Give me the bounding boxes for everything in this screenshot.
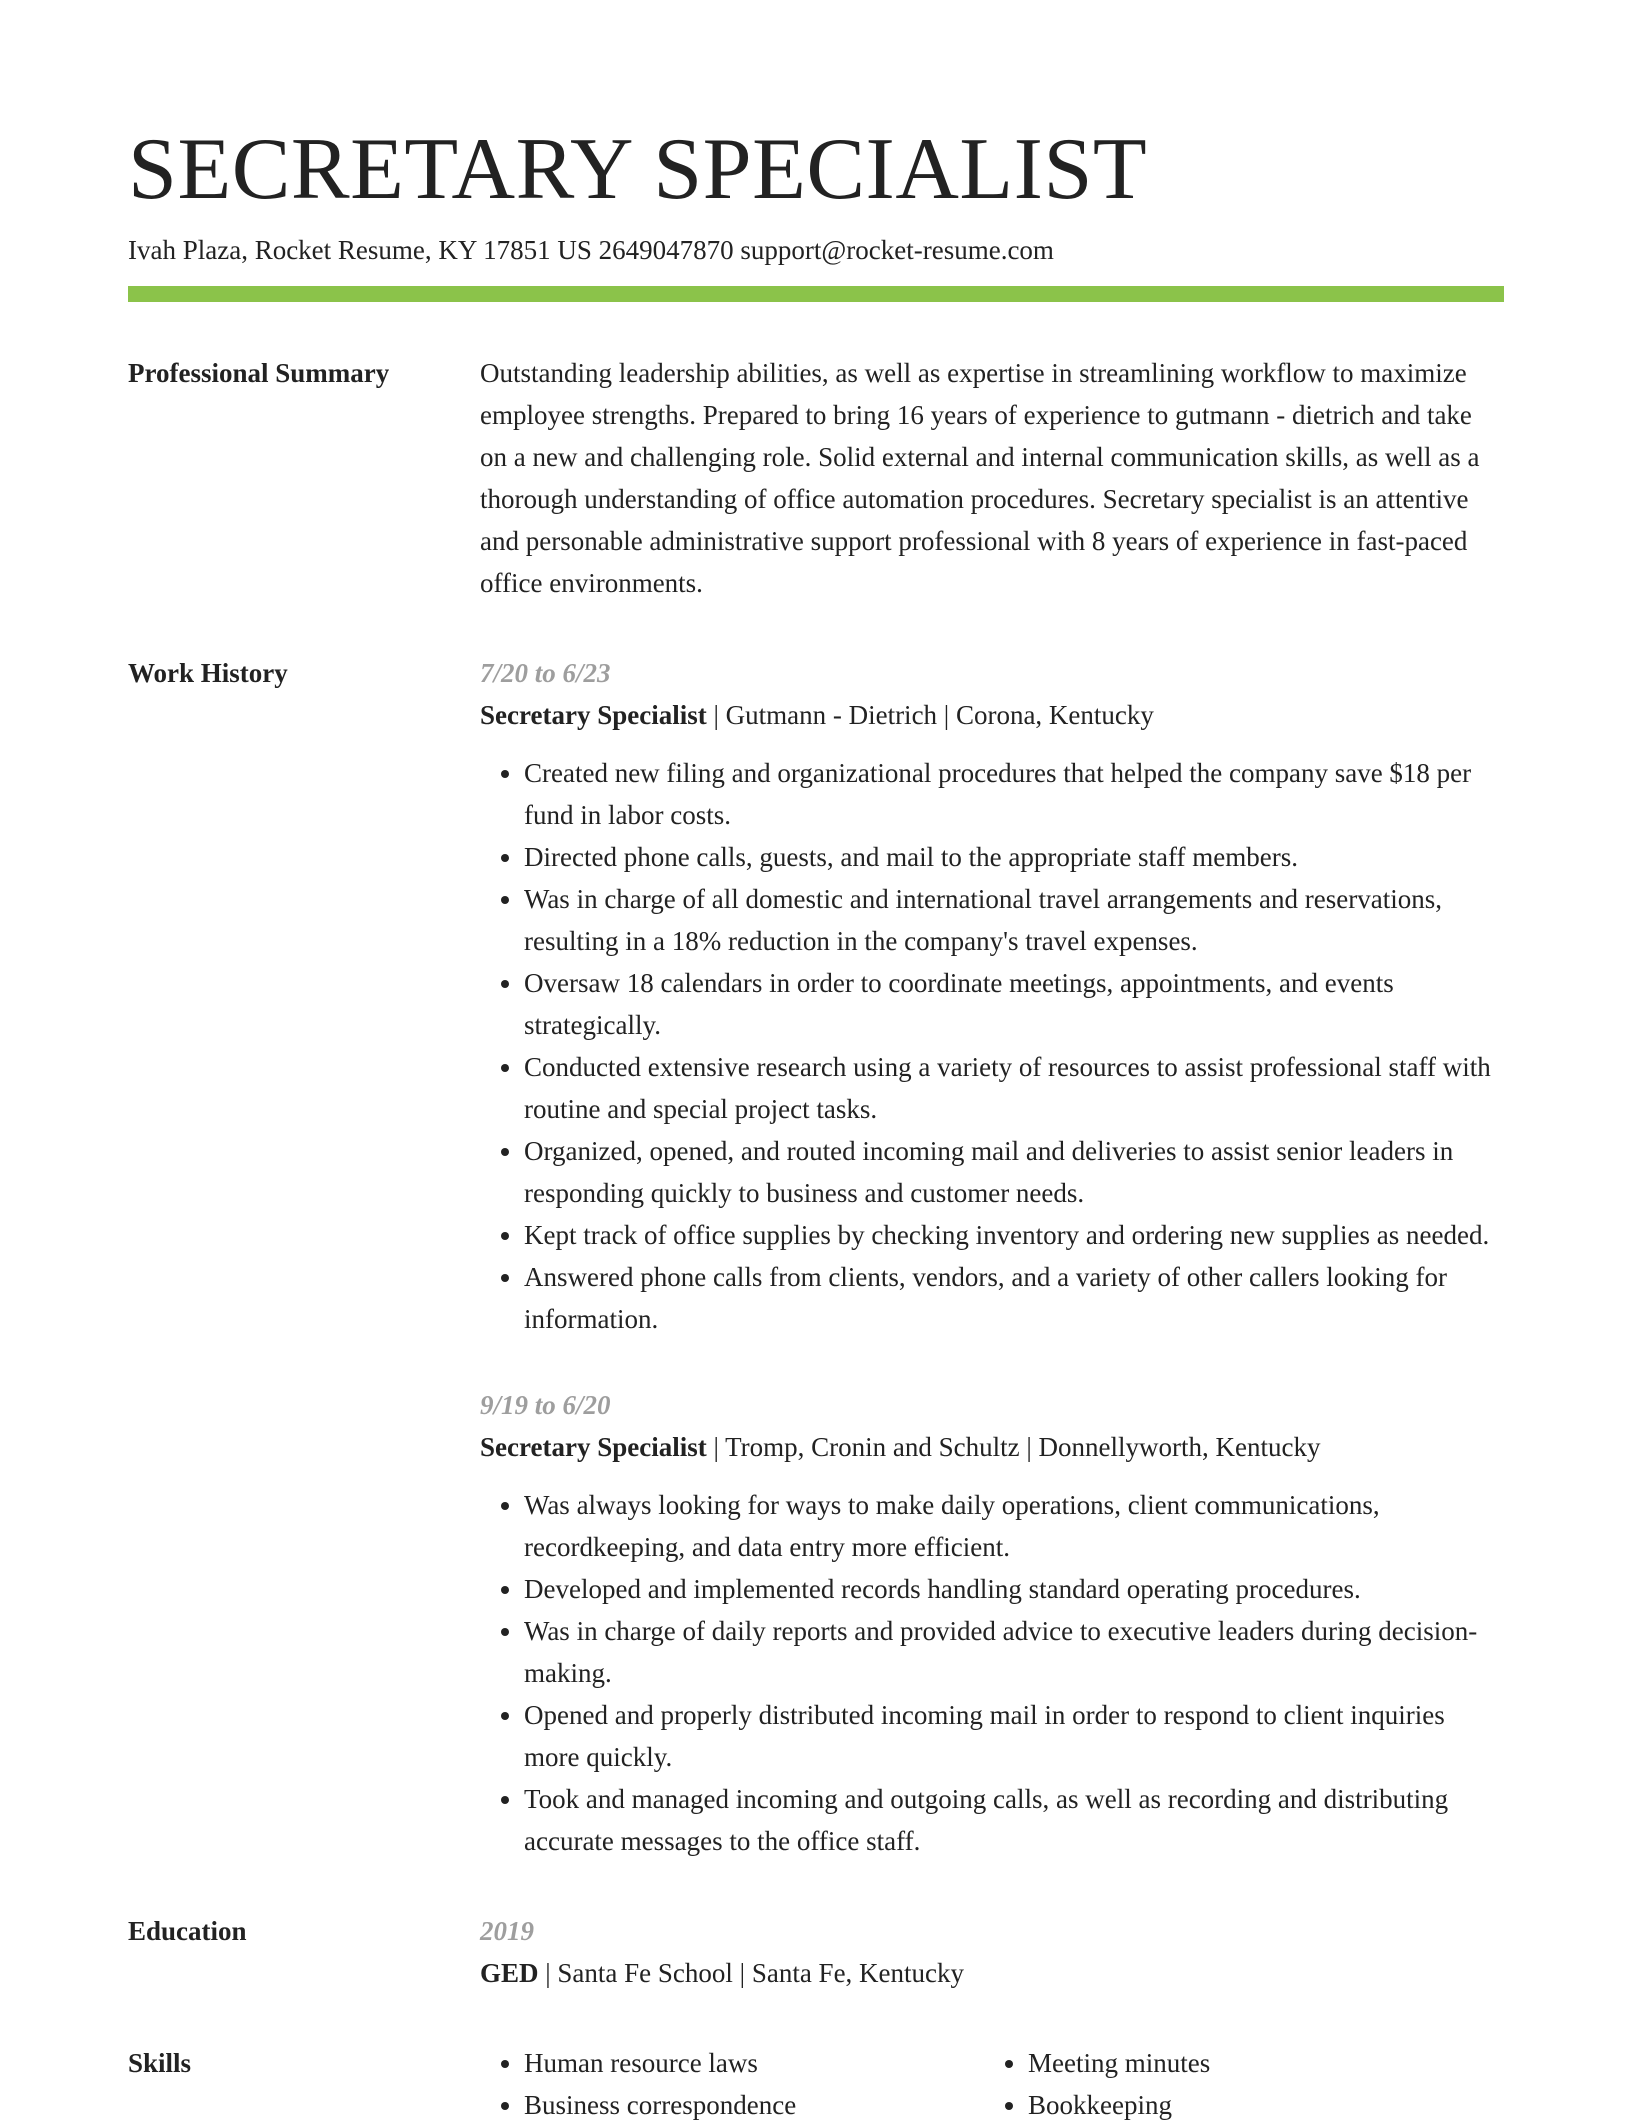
job-bullet: • Took and managed incoming and outgoing calls, as well as recording and distributing accurate messages to the office staff. <box>524 1778 1504 1862</box>
skill-item: • Bookkeeping <box>1028 2084 1488 2126</box>
skills-body <box>480 2042 1504 2126</box>
job-title-line <box>480 1426 1504 1468</box>
summary-text: Outstanding leadership abilities, as well as expertise in streamlining workflow to maximize employee strengths. Prepared to bring 16 years of experience to gutmann - dietrich and take on a new and challenging role. Solid external and internal communication skills, as well as a thorough understanding of office automation procedures. Secretary specialist is an attentive and personable administrative support professional with 8 years of experience in fast-paced office environments. <box>480 358 1480 598</box>
job-bullet: • Oversaw 18 calendars in order to coordinate meetings, appointments, and events strategically. <box>524 962 1504 1046</box>
education-date: 2019 <box>480 1916 534 1946</box>
education-degree: GED <box>480 1958 539 1988</box>
education-body <box>480 1910 1504 1994</box>
job-bullet: • Organized, opened, and routed incoming mail and deliveries to assist senior leaders in responding quickly to business and customer needs. <box>524 1130 1504 1214</box>
job-details: | Tromp, Cronin and Schultz | Donnellyworth, Kentucky <box>706 1432 1321 1462</box>
skill-item: • Meeting minutes <box>1028 2042 1488 2084</box>
resume-name: SECRETARY SPECIALIST <box>128 121 1148 218</box>
job-title-line <box>480 694 1504 736</box>
job-bullet: • Developed and implemented records handling standard operating procedures. <box>524 1568 1504 1610</box>
summary-section <box>128 352 1504 604</box>
job-details: | Gutmann - Dietrich | Corona, Kentucky <box>706 700 1154 730</box>
skills-grid <box>480 2042 1504 2126</box>
skills-section <box>128 2042 1504 2126</box>
job-entry <box>480 1384 1504 1862</box>
job-date: 9/19 to 6/20 <box>480 1390 611 1420</box>
job-entry <box>480 652 1504 1340</box>
job-bullet: • Opened and properly distributed incoming mail in order to respond to client inquiries more quickly. <box>524 1694 1504 1778</box>
header-divider <box>128 286 1504 302</box>
work-history-label: Work History <box>128 658 288 688</box>
job-title: Secretary Specialist <box>480 700 707 730</box>
education-label: Education <box>128 1916 247 1946</box>
job-bullet: • Conducted extensive research using a variety of resources to assist professional staff with routine and special project tasks. <box>524 1046 1504 1130</box>
work-history-body <box>480 652 1504 1862</box>
work-history-section <box>128 652 1504 1862</box>
contact-line: Ivah Plaza, Rocket Resume, KY 17851 US 2649047870 support@rocket-resume.com <box>128 235 1054 265</box>
education-details: | Santa Fe School | Santa Fe, Kentucky <box>538 1958 965 1988</box>
skills-column <box>480 2042 984 2126</box>
summary-label: Professional Summary <box>128 358 390 388</box>
summary-body <box>480 352 1504 604</box>
job-bullet: • Created new filing and organizational procedures that helped the company save $18 per fund in labor costs. <box>524 752 1504 836</box>
job-bullet: • Was in charge of all domestic and international travel arrangements and reservations, resulting in a 18% reduction in the company's travel expenses. <box>524 878 1504 962</box>
job-bullet: • Was always looking for ways to make daily operations, client communications, recordkeeping, and data entry more efficient. <box>524 1484 1504 1568</box>
job-bullet: • Directed phone calls, guests, and mail to the appropriate staff members. <box>524 836 1504 878</box>
job-title: Secretary Specialist <box>480 1432 707 1462</box>
education-line <box>480 1952 1504 1994</box>
job-bullet: • Kept track of office supplies by checking inventory and ordering new supplies as needed. <box>524 1214 1504 1256</box>
skill-item: • Business correspondence <box>524 2084 984 2126</box>
job-date: 7/20 to 6/23 <box>480 658 611 688</box>
job-bullet: • Was in charge of daily reports and provided advice to executive leaders during decision-making. <box>524 1610 1504 1694</box>
education-section <box>128 1910 1504 1994</box>
job-bullets <box>480 752 1504 1340</box>
job-bullet: • Answered phone calls from clients, vendors, and a variety of other callers looking for information. <box>524 1256 1504 1340</box>
skill-item: • Human resource laws <box>524 2042 984 2084</box>
skills-column <box>984 2042 1488 2126</box>
job-bullets <box>480 1484 1504 1862</box>
skills-label: Skills <box>128 2048 192 2078</box>
